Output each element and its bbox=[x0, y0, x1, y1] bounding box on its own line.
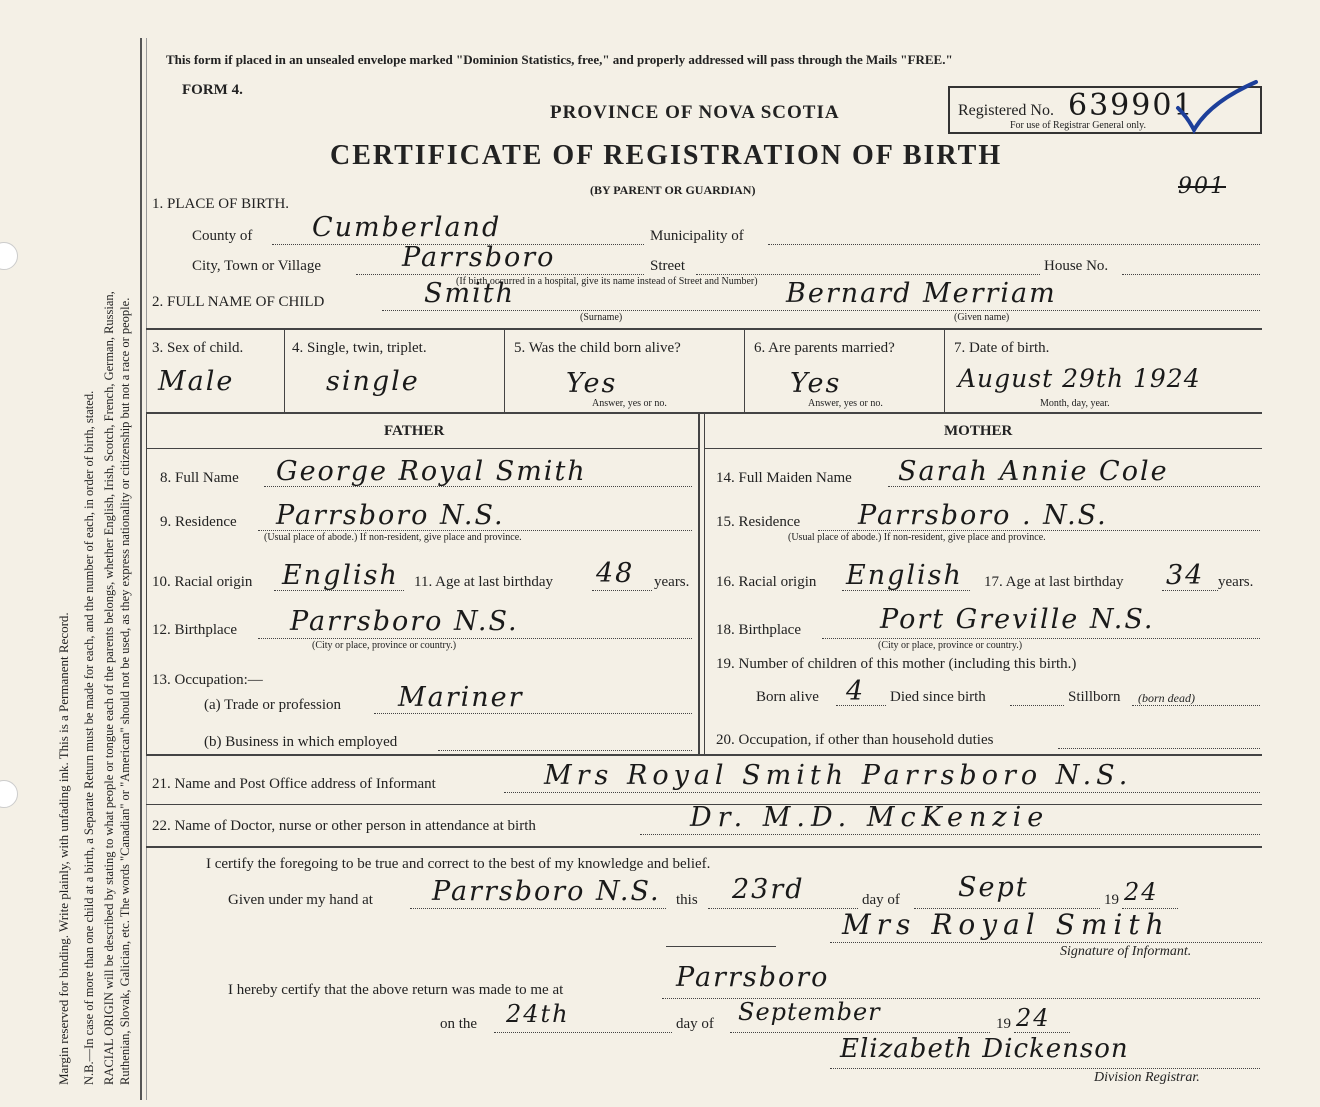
street-line bbox=[696, 274, 1040, 275]
mother-birthplace-line bbox=[822, 638, 1260, 639]
father-heading-rule bbox=[146, 448, 698, 449]
father-heading: FATHER bbox=[384, 423, 445, 439]
informant-value: Mrs Royal Smith Parrsboro N.S. bbox=[544, 760, 1133, 791]
street-label: Street bbox=[650, 258, 685, 274]
city-line bbox=[356, 274, 644, 275]
father-age-label: 11. Age at last birthday bbox=[414, 574, 553, 590]
certificate-subtitle: (BY PARENT OR GUARDIAN) bbox=[590, 183, 756, 197]
postal-notice: This form if placed in an unsealed envelope marked "Dominion Statistics, free," and properly addressed will pass through the Mails "FREE." bbox=[166, 52, 953, 67]
father-occupation-label: 13. Occupation:— bbox=[152, 672, 263, 688]
mother-birthplace-label: 18. Birthplace bbox=[716, 622, 801, 638]
city-value: Parrsboro bbox=[402, 242, 556, 273]
registrar-signature-line bbox=[830, 1068, 1260, 1069]
municipality-label: Municipality of bbox=[650, 228, 744, 244]
mother-birthplace-note: (City or place, province or country.) bbox=[878, 640, 1023, 651]
registrar-month-line bbox=[730, 1032, 990, 1033]
father-business-label: (b) Business in which employed bbox=[204, 734, 398, 750]
married-label: 6. Are parents married? bbox=[754, 340, 895, 356]
father-age-line bbox=[592, 590, 652, 591]
margin-note-line4: Ruthenian, Slovak, Galician, etc. The words "Canadian" or "American" should not be used, as they express nationality or citizenship but not a race or people. bbox=[118, 297, 132, 1085]
registrar-year-value: 24 bbox=[1016, 1004, 1051, 1032]
row3-divider-2 bbox=[504, 330, 505, 412]
surname-note: (Surname) bbox=[580, 312, 623, 323]
sex-label: 3. Sex of child. bbox=[152, 340, 244, 356]
registrar-place-value: Parrsboro bbox=[676, 962, 830, 993]
place-of-birth-heading: 1. PLACE OF BIRTH. bbox=[152, 196, 290, 212]
doctor-line bbox=[640, 834, 1260, 835]
informant-signature-line bbox=[830, 942, 1262, 943]
father-trade-line bbox=[374, 713, 692, 714]
mother-birthplace-value: Port Greville N.S. bbox=[880, 604, 1155, 635]
father-trade-label: (a) Trade or profession bbox=[204, 697, 342, 713]
parents-center-divider-a bbox=[698, 414, 700, 754]
given-day-value: 23rd bbox=[732, 874, 805, 905]
parents-bottom-rule bbox=[146, 754, 1262, 756]
married-value: Yes bbox=[790, 368, 842, 399]
married-note: Answer, yes or no. bbox=[808, 398, 883, 409]
father-residence-label: 9. Residence bbox=[160, 514, 237, 530]
certificate-title: CERTIFICATE OF REGISTRATION OF BIRTH bbox=[330, 140, 1003, 171]
binding-margin-line bbox=[140, 38, 142, 1100]
registration-number: 639901 bbox=[1068, 88, 1195, 123]
registrar-text: I hereby certify that the above return was made to me at bbox=[228, 982, 564, 998]
mother-years: years. bbox=[1218, 574, 1254, 590]
registrar-on-label: on the bbox=[440, 1016, 478, 1032]
this-label: this bbox=[676, 892, 698, 908]
child-surname: Smith bbox=[424, 278, 515, 309]
checkmark-icon bbox=[1170, 78, 1260, 138]
mother-residence-label: 15. Residence bbox=[716, 514, 801, 530]
given-year-value: 24 bbox=[1124, 878, 1159, 906]
house-label: House No. bbox=[1044, 258, 1109, 274]
registrar-month-value: September bbox=[738, 998, 881, 1026]
mother-racial-value: English bbox=[846, 560, 963, 591]
informant-signature-label: Signature of Informant. bbox=[1060, 944, 1192, 959]
row3-divider-3 bbox=[744, 330, 745, 412]
day-of-label: day of bbox=[862, 892, 900, 908]
dob-value: August 29th 1924 bbox=[958, 364, 1201, 393]
died-line bbox=[1010, 705, 1064, 706]
registrar-signature-label: Division Registrar. bbox=[1094, 1070, 1200, 1085]
sex-value: Male bbox=[158, 366, 235, 397]
parents-left-border bbox=[146, 414, 147, 754]
municipality-line bbox=[768, 244, 1260, 245]
registrar-day-line bbox=[494, 1032, 672, 1033]
registration-note: For use of Registrar General only. bbox=[1010, 120, 1146, 131]
registration-label: Registered No. bbox=[958, 102, 1054, 119]
given-place-line bbox=[410, 908, 666, 909]
father-years: years. bbox=[654, 574, 690, 590]
child-given-name: Bernard Merriam bbox=[786, 278, 1057, 309]
margin-note-line2: N.B.—In case of more than one child at a birth, a Separate Return must be made for each, and the number of each, in order of birth, stated. bbox=[82, 390, 96, 1085]
father-name-label: 8. Full Name bbox=[160, 470, 239, 486]
given-under-label: Given under my hand at bbox=[228, 892, 373, 908]
born-alive-value: 4 bbox=[846, 676, 866, 707]
parents-center-divider-b bbox=[704, 414, 705, 754]
mother-residence-note: (Usual place of abode.) If non-resident, give place and province. bbox=[788, 532, 1046, 543]
father-trade-value: Mariner bbox=[398, 682, 524, 713]
mother-heading-rule bbox=[704, 448, 1262, 449]
informant-line bbox=[504, 792, 1260, 793]
mother-name-value: Sarah Annie Cole bbox=[898, 456, 1169, 487]
father-age-value: 48 bbox=[596, 558, 635, 589]
alive-note: Answer, yes or no. bbox=[592, 398, 667, 409]
punch-hole-bottom bbox=[0, 780, 18, 808]
given-year-prefix: 19 bbox=[1104, 892, 1119, 908]
punch-hole-top bbox=[0, 242, 18, 270]
registrar-year-line bbox=[1014, 1032, 1070, 1033]
alive-value: Yes bbox=[566, 368, 618, 399]
father-racial-value: English bbox=[282, 560, 399, 591]
form-number: FORM 4. bbox=[182, 82, 243, 98]
margin-note-line1: Margin reserved for binding. Write plainly, with unfading ink. This is a Permanent Record. bbox=[56, 612, 71, 1085]
registrar-day-value: 24th bbox=[506, 1000, 570, 1028]
stillborn-label: Stillborn bbox=[1068, 689, 1121, 705]
certify-text: I certify the foregoing to be true and correct to the best of my knowledge and belief. bbox=[206, 856, 711, 872]
stillborn-note: (born dead) bbox=[1138, 691, 1195, 705]
mother-occupation-label: 20. Occupation, if other than household duties bbox=[716, 732, 994, 748]
plurality-value: single bbox=[326, 366, 420, 397]
father-racial-label: 10. Racial origin bbox=[152, 574, 253, 590]
died-label: Died since birth bbox=[890, 689, 986, 705]
informant-label: 21. Name and Post Office address of Informant bbox=[152, 776, 436, 792]
row3-divider-4 bbox=[944, 330, 945, 412]
doctor-rule bbox=[146, 846, 1262, 848]
child-name-label: 2. FULL NAME OF CHILD bbox=[152, 294, 325, 310]
plurality-label: 4. Single, twin, triplet. bbox=[292, 340, 427, 356]
informant-signature: Mrs Royal Smith bbox=[842, 908, 1170, 941]
mother-occupation-line bbox=[1058, 748, 1260, 749]
hospital-note: (If birth occurred in a hospital, give its name instead of Street and Number) bbox=[456, 276, 758, 287]
province-heading: PROVINCE OF NOVA SCOTIA bbox=[550, 102, 840, 123]
given-month-value: Sept bbox=[958, 872, 1029, 903]
born-alive-label: Born alive bbox=[756, 689, 819, 705]
row3-top-rule bbox=[146, 328, 1262, 330]
given-day-line bbox=[708, 908, 858, 909]
doctor-label: 22. Name of Doctor, nurse or other person in attendance at birth bbox=[152, 818, 536, 834]
mother-age-value: 34 bbox=[1166, 560, 1205, 591]
doctor-value: Dr. M.D. McKenzie bbox=[690, 802, 1050, 833]
registrar-signature: Elizabeth Dickenson bbox=[840, 1034, 1129, 1064]
child-name-line bbox=[382, 310, 1260, 311]
county-value: Cumberland bbox=[312, 212, 502, 243]
father-residence-note: (Usual place of abode.) If non-resident, give place and province. bbox=[264, 532, 522, 543]
dob-label: 7. Date of birth. bbox=[954, 340, 1050, 356]
father-business-line bbox=[438, 750, 692, 751]
mother-children-label: 19. Number of children of this mother (including this birth.) bbox=[716, 656, 1077, 672]
county-label: County of bbox=[192, 228, 253, 244]
mother-residence-value: Parrsboro . N.S. bbox=[858, 500, 1108, 531]
registrar-dayof-label: day of bbox=[676, 1016, 714, 1032]
mother-heading: MOTHER bbox=[944, 423, 1013, 439]
alive-label: 5. Was the child born alive? bbox=[514, 340, 681, 356]
house-line bbox=[1122, 274, 1260, 275]
mother-racial-label: 16. Racial origin bbox=[716, 574, 817, 590]
city-label: City, Town or Village bbox=[192, 258, 322, 274]
father-birthplace-line bbox=[258, 638, 692, 639]
father-birthplace-note: (City or place, province or country.) bbox=[312, 640, 457, 651]
father-birthplace-label: 12. Birthplace bbox=[152, 622, 237, 638]
given-place-value: Parrsboro N.S. bbox=[432, 876, 661, 907]
separator-rule bbox=[666, 946, 776, 947]
registrar-year-prefix: 19 bbox=[996, 1016, 1011, 1032]
mother-name-label: 14. Full Maiden Name bbox=[716, 470, 852, 486]
given-name-note: (Given name) bbox=[954, 312, 1010, 323]
row3-divider-1 bbox=[284, 330, 285, 412]
dob-note: Month, day, year. bbox=[1040, 398, 1110, 409]
father-residence-value: Parrsboro N.S. bbox=[276, 500, 505, 531]
father-birthplace-value: Parrsboro N.S. bbox=[290, 606, 519, 637]
mother-age-label: 17. Age at last birthday bbox=[984, 574, 1124, 590]
margin-note-line3: RACIAL ORIGIN will be described by stating to what people or tongue each of the parents belongs, whether English, Irish, Scotch, French, German, Russian, bbox=[102, 291, 116, 1085]
corner-number: 901 bbox=[1178, 174, 1226, 199]
father-name-value: George Royal Smith bbox=[276, 456, 587, 487]
